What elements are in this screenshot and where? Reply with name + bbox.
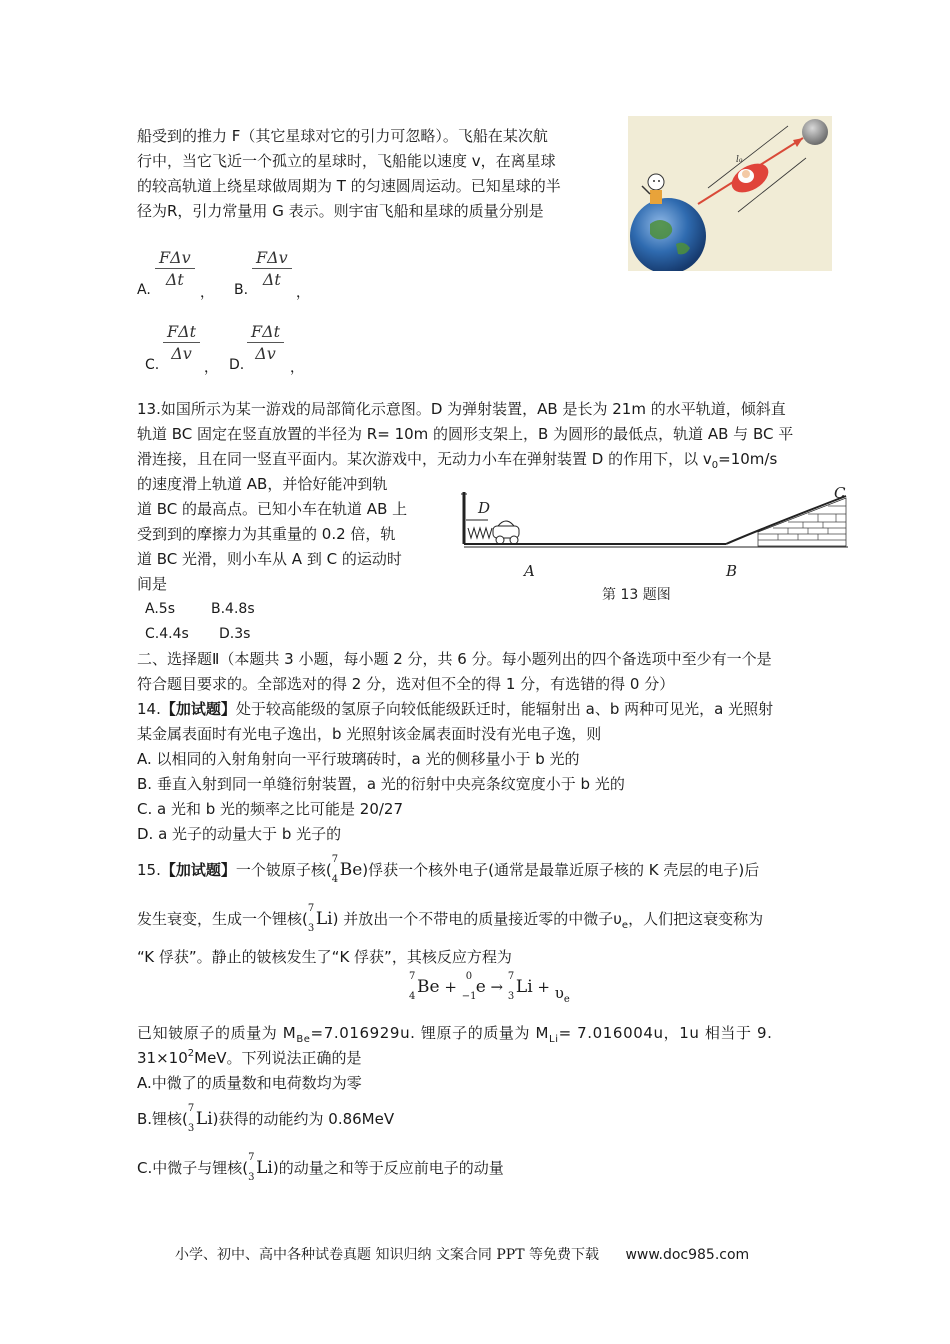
label-a: A [524,562,535,580]
q15-option-c-1: C.中微子与锂核( [137,1159,249,1177]
q12-option-b-label: B. [234,282,249,298]
eq-be-nuclide [409,971,440,1002]
label-b: B [726,562,738,580]
q15-line-1 [137,854,760,885]
q12-option-a-label: A. [137,282,151,298]
mass-number: 7 [248,1152,255,1163]
atomic-number: 3 [187,1123,195,1134]
q12-line-3: 的较高轨道上绕星球做周期为 T 的匀速圆周运动。已知星球的半 [137,177,561,195]
q15-line-2a: 发生衰变，生成一个锂核( [137,910,308,928]
atomic-number: 4 [331,874,339,885]
spaceship-figure [628,116,832,271]
label-d: D [478,499,491,517]
q13-line-4: 的速度滑上轨道 AB，并恰好能冲到轨 [137,475,388,493]
q15-option-c-2: )的动量之和等于反应前电子的动量 [272,1159,504,1177]
element-symbol: Li [256,1158,273,1178]
q12-option-b-tail: ， [296,285,310,301]
mass-number: 7 [307,903,315,914]
q13-option-a: A.5s [145,601,175,617]
atomic-number: 3 [307,923,315,934]
q13-option-c: C.4.4s [145,626,189,642]
q15-line-1b: )俘获一个核外电子(通常是最靠近原子核的 K 壳层的电子)后 [362,861,760,879]
atomic-number: −1 [461,991,477,1002]
q15-line-5b: MeV。下列说法正确的是 [194,1049,362,1067]
fraction-denominator: Δt [262,270,281,289]
q14-option-c: C. a 光和 b 光的频率之比可能是 20/27 [137,800,404,818]
q15-option-a: A.中微了的质量数和电荷数均为零 [137,1074,362,1092]
oc-li-nuclide [248,1152,273,1183]
exponent: 2 [187,1048,195,1059]
q12-option-c-label: C. [145,357,160,373]
q15-line-2 [137,903,764,934]
q15-line-4c: = 7.016004u，1u 相当于 9. [558,1024,773,1042]
fraction-numerator: FΔv [155,248,195,269]
q13-line-8: 间是 [137,575,168,593]
element-symbol: Be [339,860,363,880]
q12-line-1: 船受到的推力 F（其它星球对它的引力可忽略）。飞船在某次航 [137,127,548,145]
q12-line-2: 行中，当它飞近一个孤立的星球时，飞船能以速度 v，在离星球 [137,152,556,170]
section2-line-1: 二、选择题Ⅱ（本题共 3 小题，每小题 2 分，共 6 分。每小题列出的四个备选项中至少有一个是 [137,650,772,668]
q14-option-d: D. a 光子的动量大于 b 光子的 [137,825,342,843]
element-symbol: e [475,977,486,997]
mass-number: 7 [507,971,515,982]
eq-electron [461,971,486,1002]
q15-line-2b: ) 并放出一个不带电的质量接近零的中微子υ [332,910,622,928]
v0-subscript: 0 [711,460,719,471]
section2-line-2: 符合题目要求的。全部选对的得 2 分，选对但不全的得 1 分，有选错的得 0 分） [137,675,675,693]
eq-neutrino: υ [554,984,564,1002]
q14-option-b: B. 垂直入射到同一单缝衍射装置，a 光的衍射中央亮条纹宽度小于 b 光的 [137,775,625,793]
mass-number: 7 [331,854,339,865]
q15-line-1a: 一个铍原子核( [235,861,332,879]
footer-text: 小学、初中、高中各种试卷真题 知识归纳 文案合同 PPT 等免费下载 [175,1247,599,1263]
q13-line-3 [137,448,777,473]
mass-number: 7 [187,1103,195,1114]
fraction-denominator: Δv [255,344,276,363]
q14-option-a: A. 以相同的入射角射向一平行玻璃砖时，a 光的侧移量小于 b 光的 [137,750,580,768]
q15-number: 15. [137,861,161,879]
element-symbol: Be [417,977,440,997]
q13-line-1: 13.如国所示为某一游戏的局部简化示意图。D 为弹射装置，AB 是长为 21m 的水平轨道，倾斜直 [137,400,786,418]
ob-li-nuclide [187,1103,213,1134]
q15-line-3: “K 俘获”。静止的铍核发生了“K 俘获”，其核反应方程为 [137,948,512,966]
fraction-numerator: FΔt [163,322,200,343]
q12-line-4: 径为R，引力常量用 G 表示。则宇宙飞船和星球的质量分别是 [137,202,544,220]
q15-line-5 [137,1047,362,1072]
fraction-denominator: Δt [165,270,184,289]
eq-arrow: → [490,978,504,996]
q13-option-b: B.4.8s [211,601,255,617]
m-li-subscript: Li [549,1034,559,1045]
reaction-equation [409,971,570,1005]
q12-option-d-tail: ， [290,360,304,376]
q15-option-c [137,1152,504,1183]
fraction-denominator: Δv [171,344,192,363]
eq-plus: + [444,978,457,996]
q12-option-a-fraction [155,248,195,291]
q15-line-2c: ，人们把这衰变称为 [628,910,764,928]
footer-url[interactable]: www.doc985.com [625,1247,750,1263]
element-symbol: Li [195,1109,213,1129]
q12-option-d-fraction [247,322,284,365]
q15-line-5a: 31×10 [137,1049,188,1067]
track-figure [458,480,853,605]
q13-line-6: 受到到的摩擦力为其重量的 0.2 倍，轨 [137,525,396,543]
q12-option-b-fraction [252,248,292,291]
q13-line-7: 道 BC 光滑，则小车从 A 到 C 的运动时 [137,550,402,568]
q13-line-3-tail: =10m/s [718,450,778,468]
mass-number: 7 [409,971,416,982]
q12-option-d-label: D. [229,357,245,373]
q14-line-1-text: 处于较高能级的氢原子向较低能级跃迁时，能辐射出 a、b 两种可见光，a 光照射 [235,700,774,718]
q13-line-3-text: 滑连接，且在同一竖直平面内。某次游戏中，无动力小车在弹射装置 D 的作用下，以 v [137,450,712,468]
m-be-subscript: Be [296,1034,311,1045]
brick-support-shape [758,498,846,546]
q13-option-d: D.3s [219,626,251,642]
q15-line-4a: 已知铍原子的质量为 M [137,1024,297,1042]
q14-tag: 【加试题】 [160,700,236,718]
mass-number: 0 [465,971,473,982]
element-symbol: Li [315,909,333,929]
q13-line-5: 道 BC 的最高点。已知小车在轨道 AB 上 [137,500,408,518]
q15-option-b-1: B.锂核( [137,1110,188,1128]
moon-shape [802,119,828,145]
be-nuclide [331,854,363,885]
nu-subscript: e [621,920,629,931]
eq-li-nuclide [507,971,533,1002]
q15-option-b-2: )获得的动能约为 0.86MeV [212,1110,395,1128]
footer [175,1244,749,1264]
eq-plus: + [537,978,550,996]
eq-neutrino-subscript: e [563,994,570,1005]
element-symbol: Li [515,977,533,997]
atomic-number: 3 [248,1172,255,1183]
atomic-number: 4 [409,991,416,1002]
q12-option-c-fraction [163,322,200,365]
atomic-number: 3 [507,991,515,1002]
fraction-numerator: FΔt [247,322,284,343]
label-c: C [834,484,846,502]
figure-caption: 第 13 题图 [602,587,671,603]
q14-line-2: 某金属表面时有光电子逸出，b 光照射该金属表面时没有光电子逸，则 [137,725,602,743]
q12-option-c-tail: ， [204,360,218,376]
fraction-numerator: FΔv [252,248,292,269]
q12-option-a-tail: ， [200,285,214,301]
q15-line-4b: =7.016929u. 锂原子的质量为 M [310,1024,550,1042]
q14-line-1 [137,698,773,720]
li-nuclide [307,903,333,934]
cart-shape [493,521,519,544]
q15-option-b [137,1103,395,1134]
figure-label-l0: l₀ [736,155,743,165]
q14-number: 14. [137,700,161,718]
q15-line-4 [137,1022,773,1047]
q13-line-2: 轨道 BC 固定在竖直放置的半径为 R= 10m 的圆形支架上，B 为圆形的最低点，轨道 AB 与 BC 平 [137,425,794,443]
q15-tag: 【加试题】 [160,861,236,879]
